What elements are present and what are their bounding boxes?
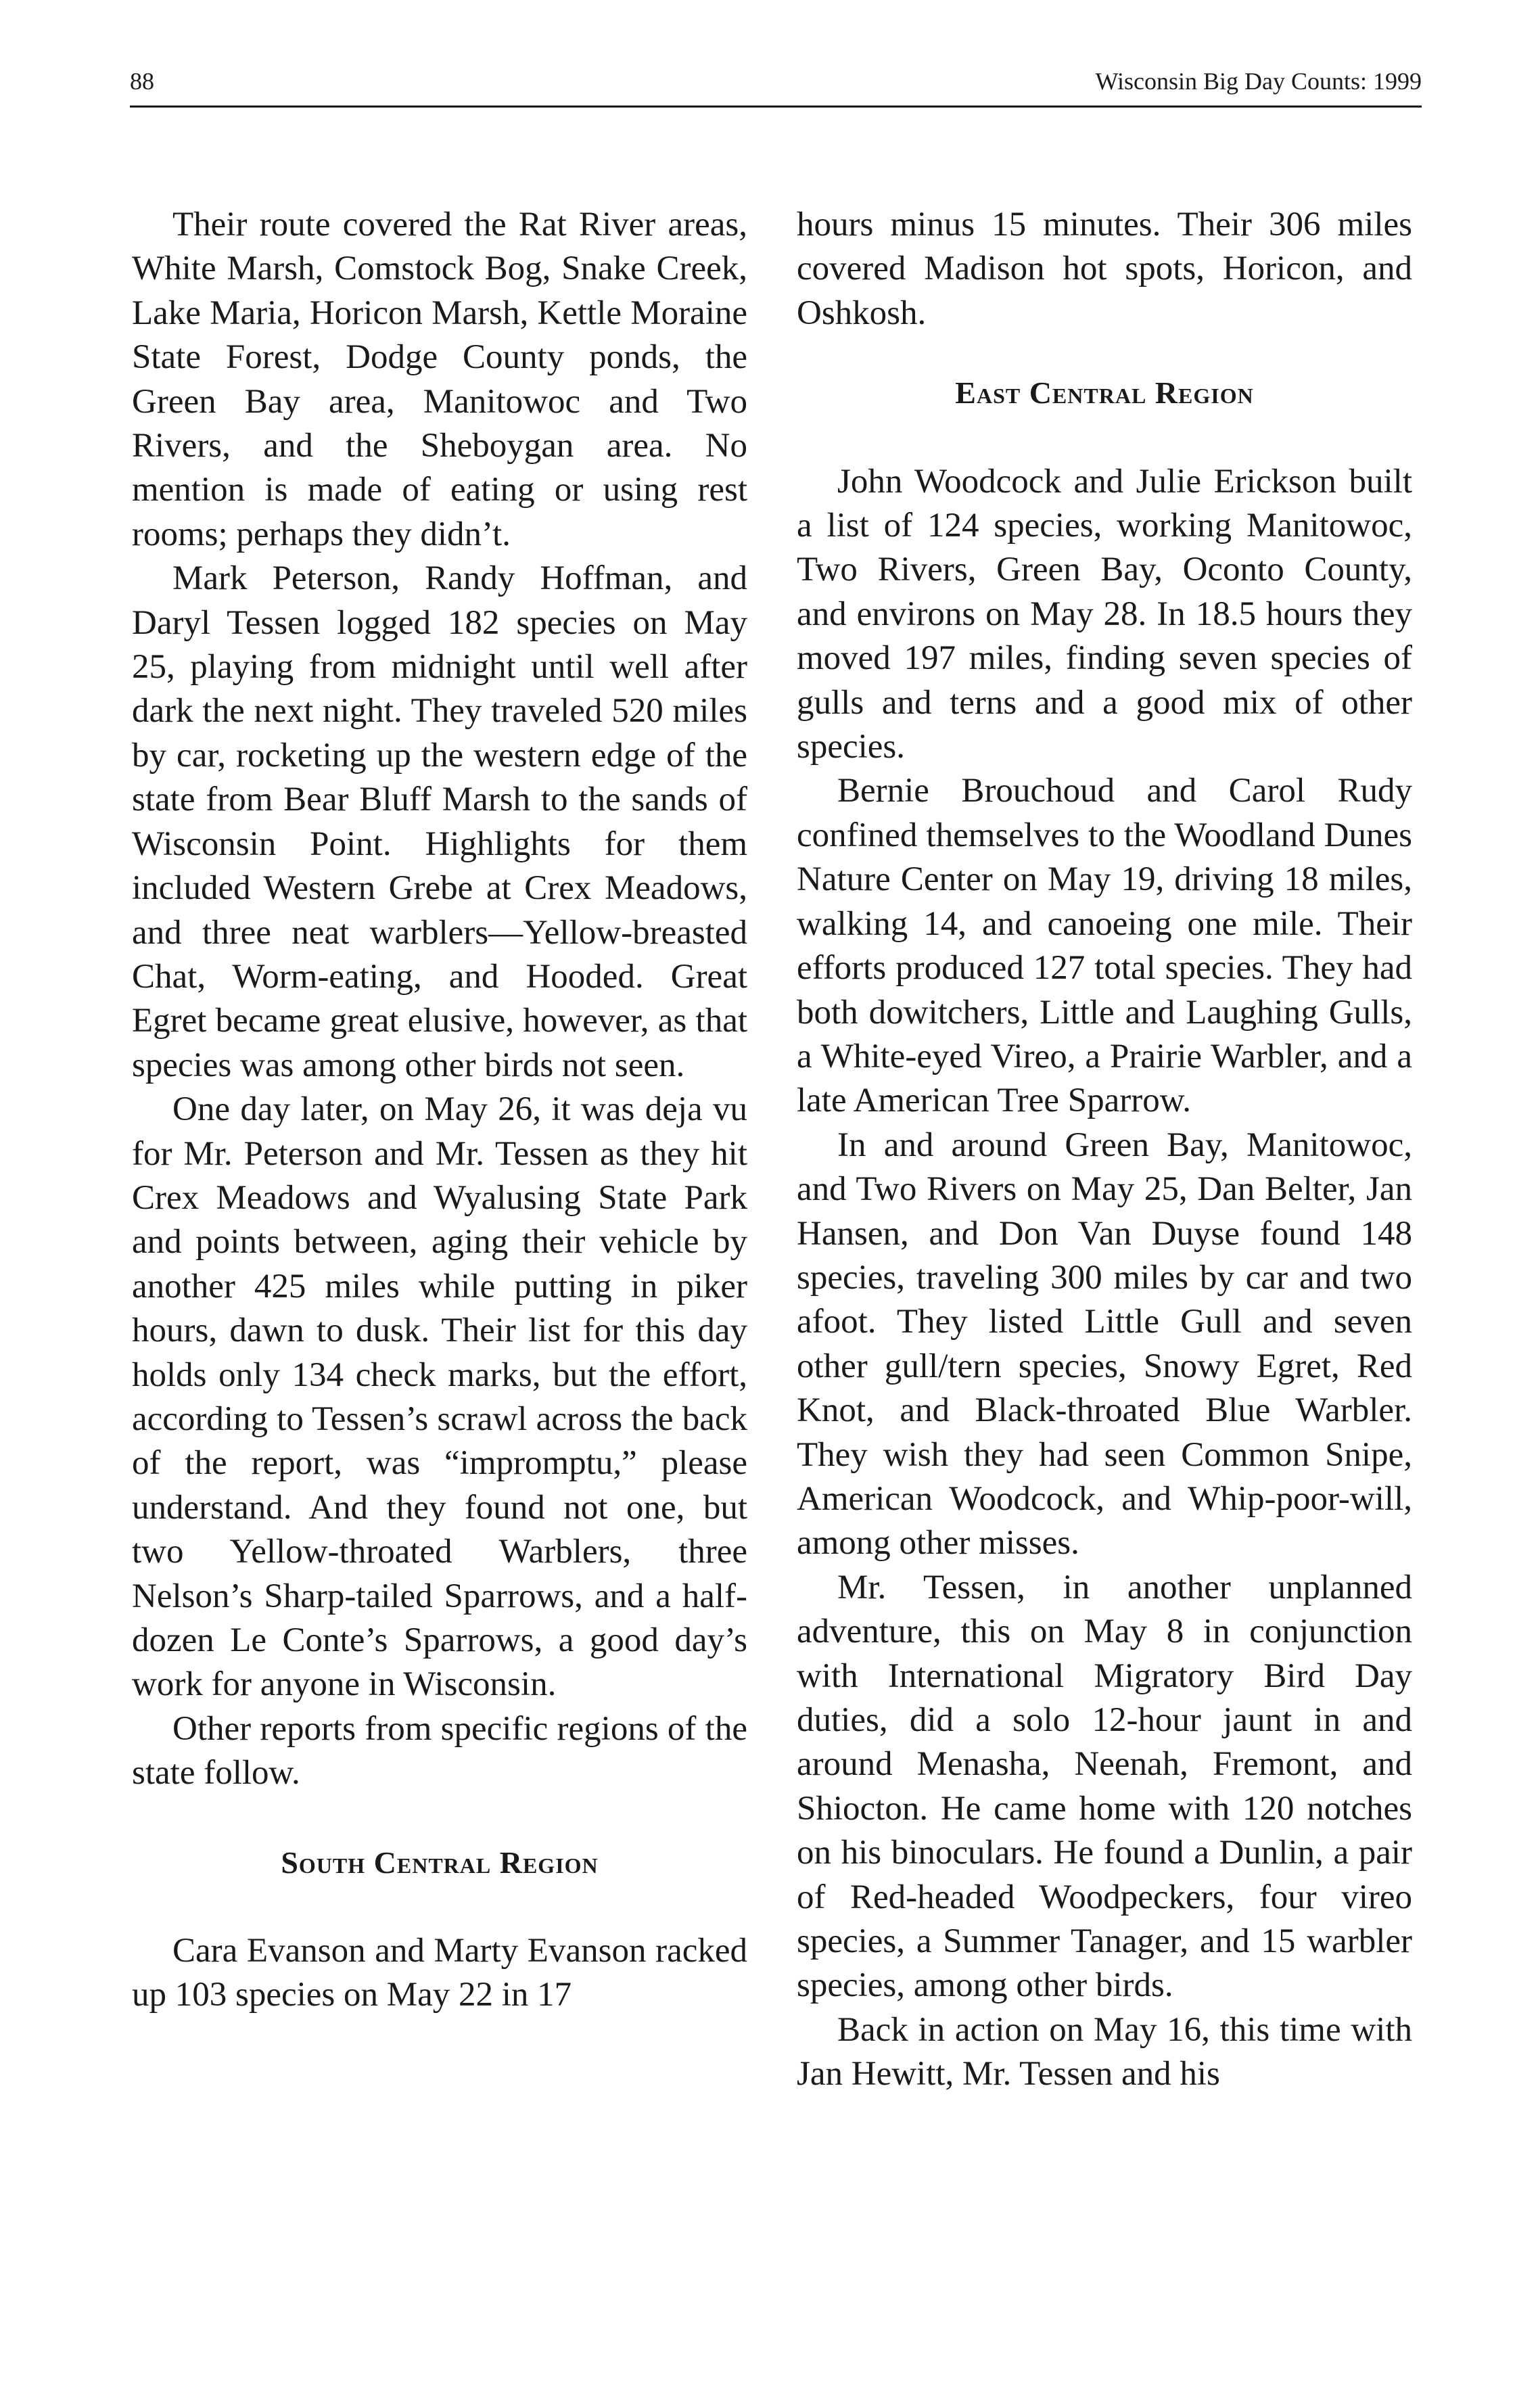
paragraph: Their route covered the Rat River areas, White Marsh, Comstock Bog, Snake Creek, Lake Maria, Horicon Marsh, Kettle Moraine State Forest, Dodge County ponds, the Green Bay area, Manitowoc and Two Rivers, and the Sheboygan area. No mention is made of eating or using rest rooms; perhaps they didn’t. [132,206,747,553]
section-heading-south-central: South Central Region [281,1845,599,1880]
left-column [132,203,747,2018]
paragraph: hours minus 15 minutes. Their 306 miles covered Madison hot spots, Horicon, and Oshkosh. [797,206,1412,332]
paragraph: Back in action on May 16, this time with Jan Hewitt, Mr. Tessen and his [797,2010,1412,2093]
paragraph: Mr. Tessen, in another unplanned adventure, this on May 8 in conjunction with International Migratory Bird Day duties, did a solo 12-hour jaunt in and around Menasha, Neenah, Fremont, and Shiocton. He came home with 120 notches on his binoculars. He found a Dunlin, a pair of Red-headed Woodpeckers, four vireo species, a Summer Tanager, and 15 warbler species, among other birds. [797,1568,1412,2005]
section-heading-east-central: East Central Region [955,375,1254,411]
paragraph: Mark Peterson, Randy Hoffman, and Daryl Tessen logged 182 species on May 25, playing from midnight until well after dark the next night. They traveled 520 miles by car, rocketing up the western edge of the state from Bear Bluff Marsh to the sands of Wisconsin Point. Highlights for them included Western Grebe at Crex Meadows, and three neat warblers—Yellow-breasted Chat, Worm-eating, and Hooded. Great Egret became great elusive, however, as that species was among other birds not seen. [132,559,747,1084]
journal-title: Wisconsin Big Day Counts: 1999 [1095,68,1422,95]
paragraph: Bernie Brouchoud and Carol Rudy confined themselves to the Woodland Dunes Nature Center on May 19, driving 18 miles, walking 14, and canoeing one mile. Their efforts produced 127 total species. They had both dowitchers, Little and Laughing Gulls, a White-eyed Vireo, a Prairie Warbler, and a late American Tree Sparrow. [797,772,1412,1120]
paragraph: John Woodcock and Julie Erickson built a list of 124 species, working Manitowoc, Two Rivers, Green Bay, Oconto County, and environs on May 28. In 18.5 hours they moved 197 miles, finding seven species of gulls and terns and a good mix of other species. [797,462,1412,766]
header-rule [130,106,1422,108]
right-column [797,203,1412,2097]
paragraph: One day later, on May 26, it was deja vu for Mr. Peterson and Mr. Tessen as they hit Crex Meadows and Wyalusing State Park and points between, aging their vehicle by another 425 miles while putting in piker hours, dawn to dusk. Their list for this day holds only 134 check marks, but the effort, according to Tessen’s scrawl across the back of the report, was “impromptu,” please understand. And they found not one, but two Yellow-throated Warblers, three Nelson’s Sharp-tailed Sparrows, and a half-dozen Le Conte’s Sparrows, a good day’s work for anyone in Wisconsin. [132,1090,747,1704]
paragraph: Other reports from specific regions of the state follow. [132,1709,747,1792]
paragraph: In and around Green Bay, Manitowoc, and Two Rivers on May 25, Dan Belter, Jan Hansen, and Don Van Duyse found 148 species, traveling 300 miles by car and two afoot. They listed Little Gull and seven other gull/tern species, Snowy Egret, Red Knot, and Black-throated Blue Warbler. They wish they had seen Common Snipe, American Woodcock, and Whip-poor-will, among other misses. [797,1126,1412,1562]
page-number: 88 [130,68,154,95]
running-head [130,60,1422,103]
paragraph: Cara Evanson and Marty Evanson racked up 103 species on May 22 in 17 [132,1932,747,2014]
